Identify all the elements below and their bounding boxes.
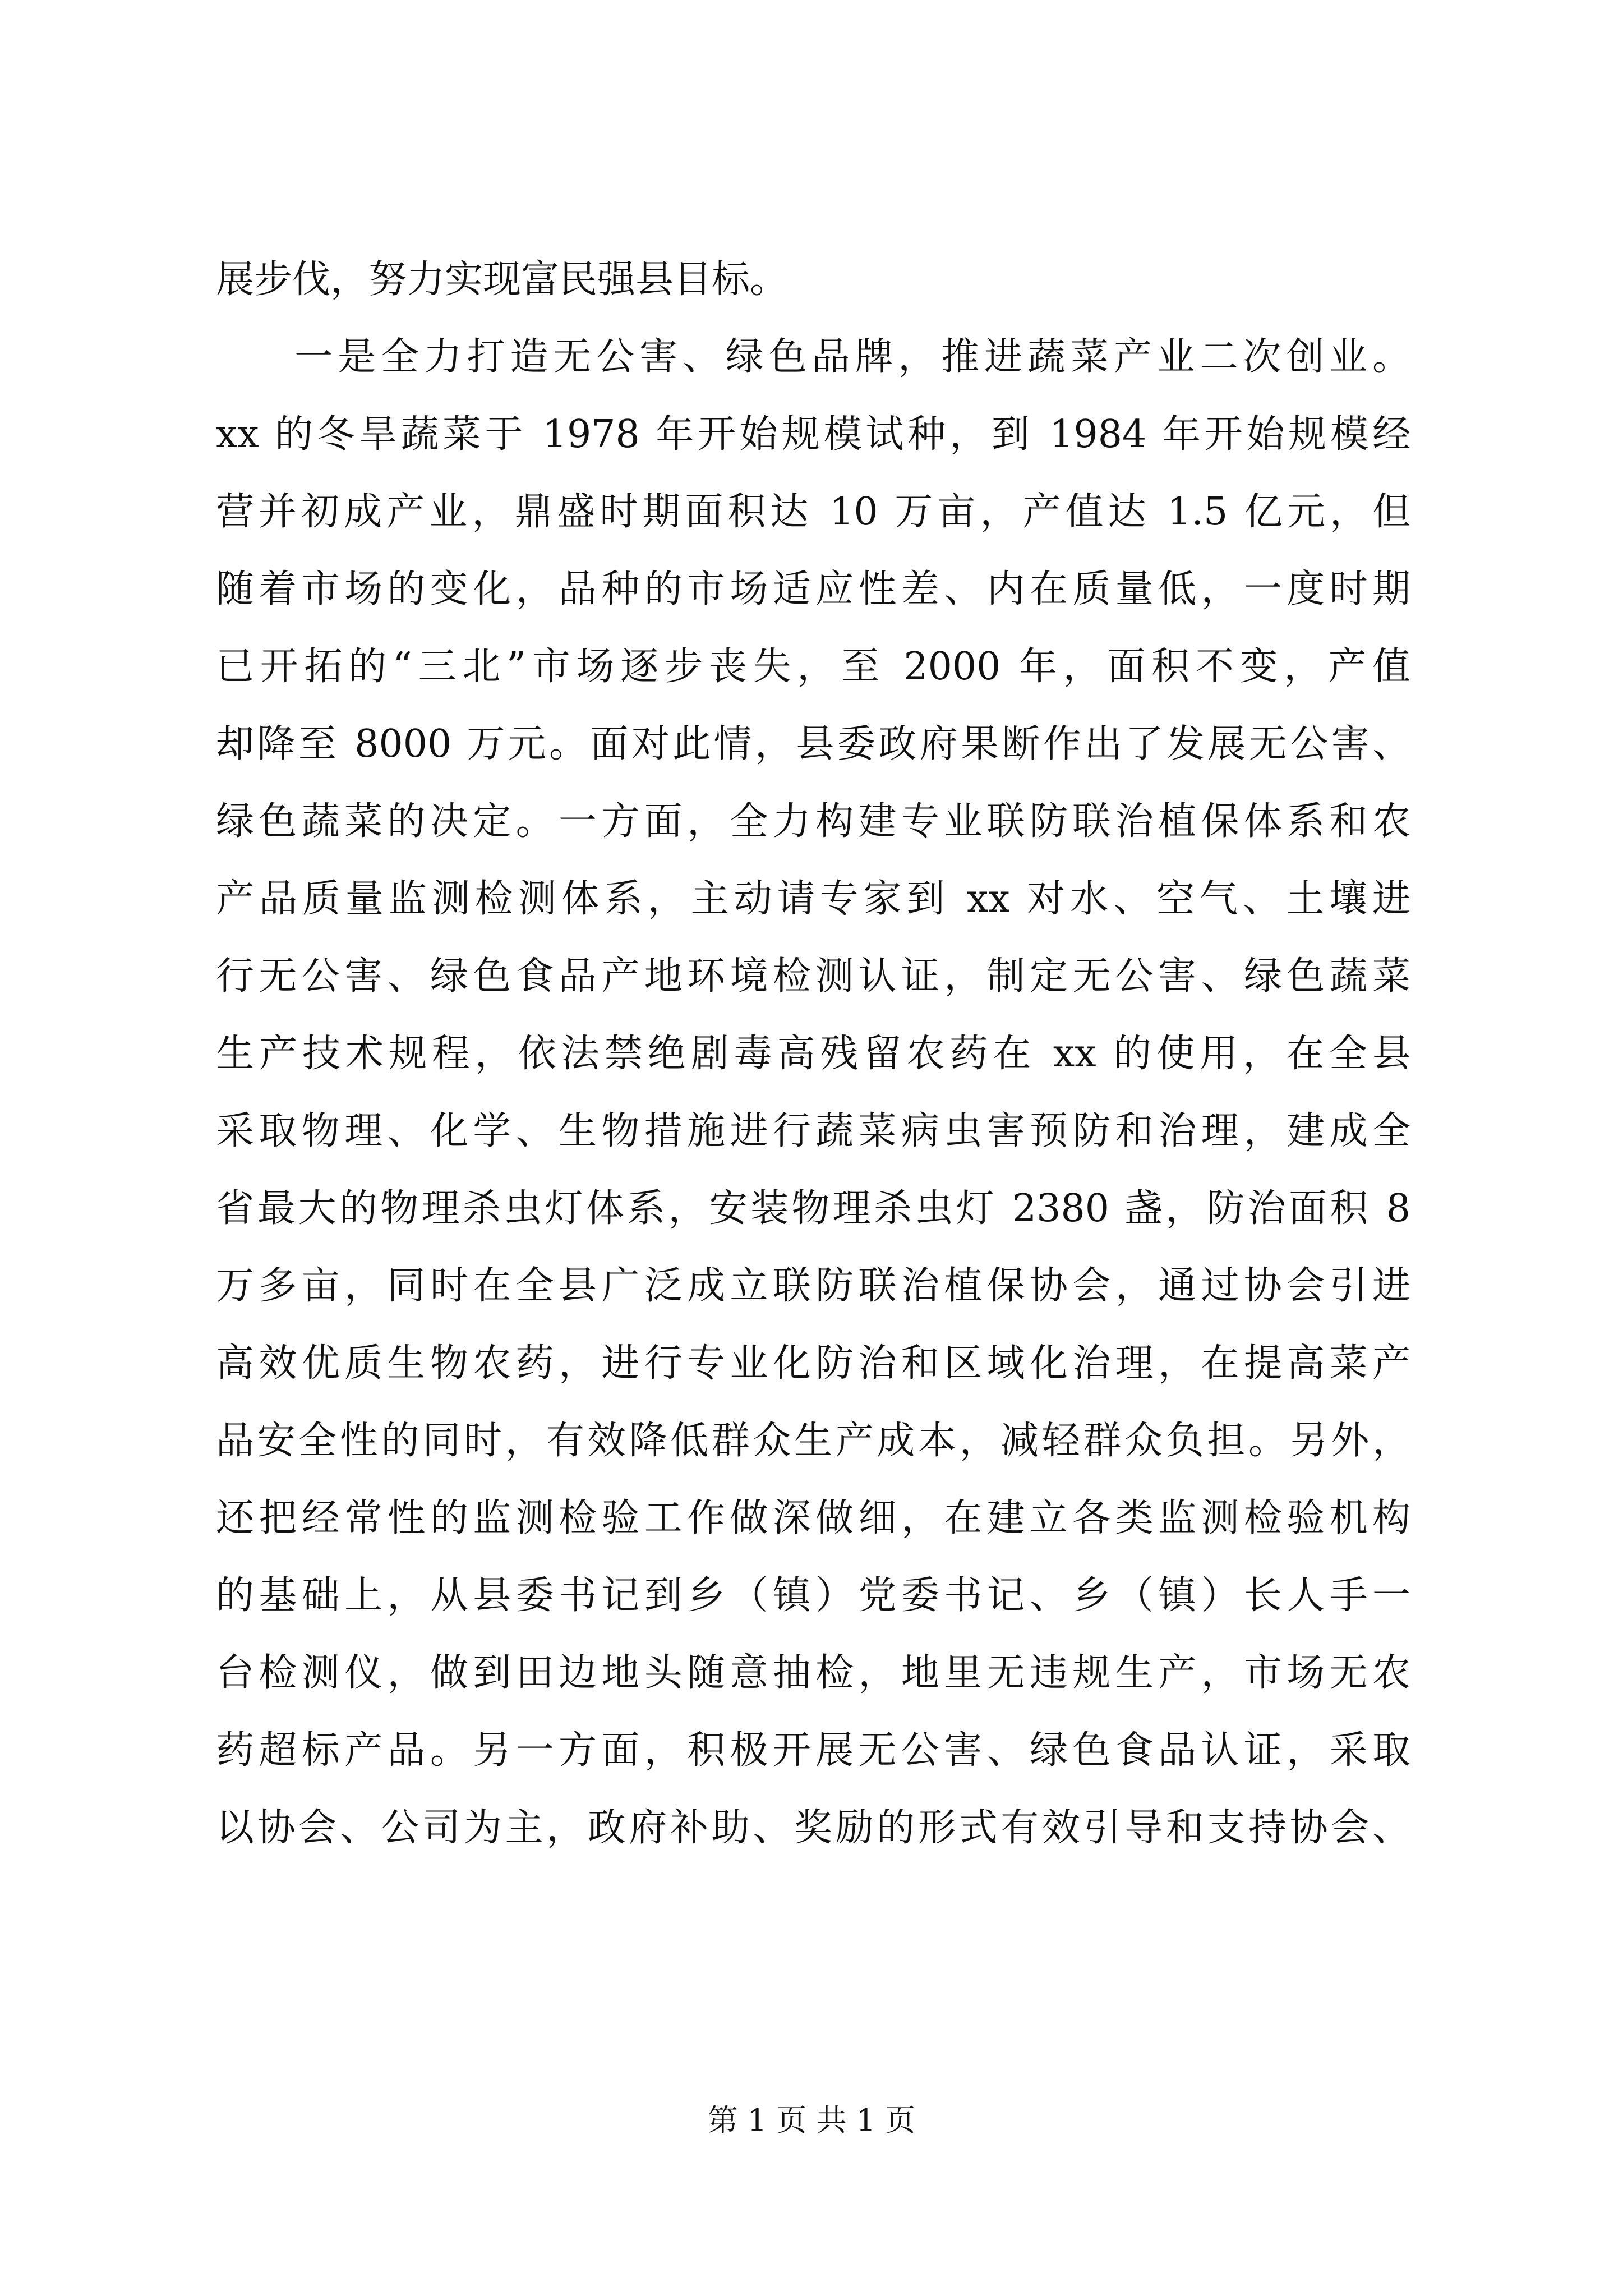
text-line: 产品质量监测检测体系，主动请专家到 xx 对水、空气、土壤进 xyxy=(216,877,1410,921)
text-line: 品安全性的同时，有效降低群众生产成本，减轻群众负担。另外， xyxy=(216,1419,1410,1463)
text-line: 绿色蔬菜的决定。一方面，全力构建专业联防联治植保体系和农 xyxy=(216,799,1410,844)
text-line: 以协会、公司为主，政府补助、奖励的形式有效引导和支持协会、 xyxy=(216,1806,1410,1850)
text-line: 生产技术规程，依法禁绝剧毒高残留农药在 xx 的使用，在全县 xyxy=(216,1032,1410,1076)
body-text xyxy=(216,241,1410,1867)
text-line: 营并初成产业，鼎盛时期面积达 10 万亩，产值达 1.5 亿元，但 xyxy=(216,490,1410,534)
page-footer xyxy=(0,2101,1623,2140)
text-line: 省最大的物理杀虫灯体系，安装物理杀虫灯 2380 盏，防治面积 8 xyxy=(216,1186,1410,1231)
text-line: 却降至 8000 万元。面对此情，县委政府果断作出了发展无公害、 xyxy=(216,722,1410,766)
text-line: 药超标产品。另一方面，积极开展无公害、绿色食品认证，采取 xyxy=(216,1728,1410,1773)
text-line: 行无公害、绿色食品产地环境检测认证，制定无公害、绿色蔬菜 xyxy=(216,954,1410,999)
text-line: 还把经常性的监测检验工作做深做细，在建立各类监测检验机构 xyxy=(216,1496,1410,1540)
text-line: 展步伐，努力实现富民强县目标。 xyxy=(216,257,789,302)
text-line: 已开拓的“三北”市场逐步丧失，至 2000 年，面积不变，产值 xyxy=(216,645,1410,689)
text-line: 一是全力打造无公害、绿色品牌，推进蔬菜产业二次创业。 xyxy=(294,335,1410,379)
text-line: 的基础上，从县委书记到乡（镇）党委书记、乡（镇）长人手一 xyxy=(216,1573,1410,1618)
text-line: xx 的冬旱蔬菜于 1978 年开始规模试种，到 1984 年开始规模经 xyxy=(216,412,1410,457)
text-line: 高效优质生物农药，进行专业化防治和区域化治理，在提高菜产 xyxy=(216,1341,1410,1386)
text-line: 随着市场的变化，品种的市场适应性差、内在质量低，一度时期 xyxy=(216,567,1410,611)
text-line: 万多亩，同时在全县广泛成立联防联治植保协会，通过协会引进 xyxy=(216,1264,1410,1308)
text-line: 台检测仪，做到田边地头随意抽检，地里无违规生产，市场无农 xyxy=(216,1651,1410,1695)
page-number-label: 第 1 页 共 1 页 xyxy=(707,2102,916,2138)
text-line: 采取物理、化学、生物措施进行蔬菜病虫害预防和治理，建成全 xyxy=(216,1109,1410,1153)
